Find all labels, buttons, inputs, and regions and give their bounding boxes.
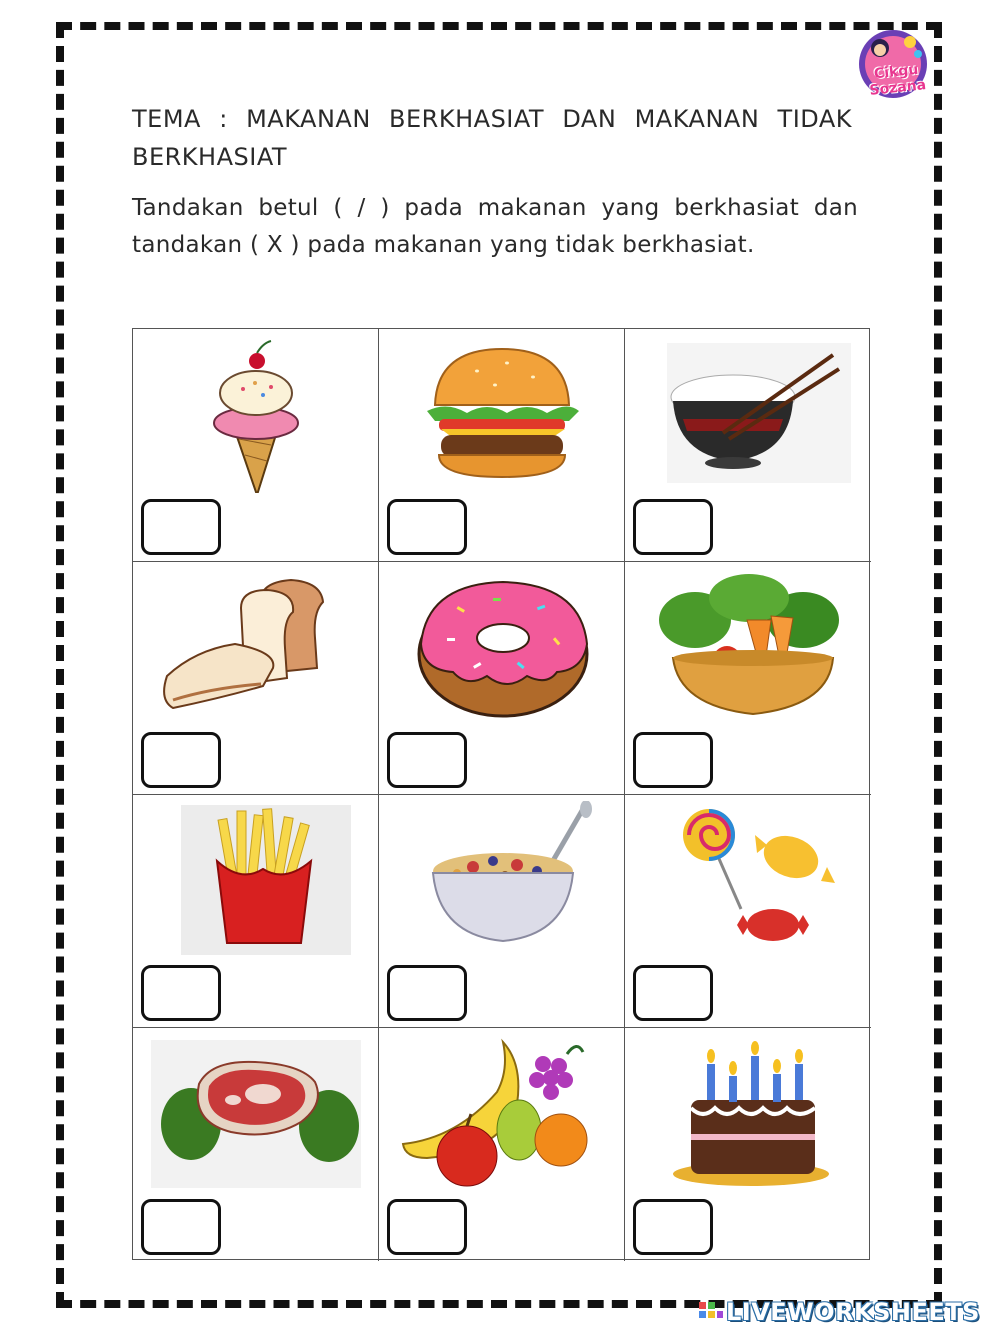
answer-box[interactable]	[633, 965, 713, 1021]
food-cell-vegetables	[625, 562, 871, 795]
candy-icon	[643, 801, 853, 959]
food-cell-rice	[625, 329, 871, 562]
cereal-icon	[397, 801, 607, 959]
worksheet-title: TEMA : MAKANAN BERKHASIAT DAN MAKANAN TIDAK BERKHASIAT	[132, 105, 852, 171]
food-cell-candy	[625, 795, 871, 1028]
answer-box[interactable]	[387, 965, 467, 1021]
answer-box[interactable]	[141, 499, 221, 555]
answer-box[interactable]	[387, 732, 467, 788]
cake-icon	[643, 1034, 853, 1192]
food-cell-cake	[625, 1028, 871, 1261]
burger-icon	[397, 335, 607, 493]
answer-box[interactable]	[633, 499, 713, 555]
french-fries-icon	[151, 801, 361, 959]
watermark-text: LIVEWORKSHEETS	[726, 1298, 980, 1326]
fruits-icon	[397, 1034, 607, 1192]
food-cell-donut	[379, 562, 625, 795]
food-cell-burger	[379, 329, 625, 562]
ice-cream-icon	[151, 335, 361, 493]
meat-icon	[151, 1034, 361, 1192]
food-cell-ice-cream	[133, 329, 379, 562]
donut-icon	[397, 568, 607, 726]
answer-box[interactable]	[633, 1199, 713, 1255]
vegetables-icon	[643, 568, 853, 726]
food-cell-cereal	[379, 795, 625, 1028]
answer-box[interactable]	[141, 1199, 221, 1255]
answer-box[interactable]	[387, 499, 467, 555]
logo-text: Cikgu Sozana	[868, 61, 927, 99]
liveworksheets-logo-icon	[698, 1299, 724, 1325]
answer-box[interactable]	[141, 732, 221, 788]
answer-box[interactable]	[633, 732, 713, 788]
food-cell-meat	[133, 1028, 379, 1261]
food-grid	[132, 328, 870, 1260]
answer-box[interactable]	[387, 1199, 467, 1255]
answer-box[interactable]	[141, 965, 221, 1021]
food-cell-bread	[133, 562, 379, 795]
food-cell-fruits	[379, 1028, 625, 1261]
worksheet-instruction: Tandakan betul ( / ) pada makanan yang berkhasiat dan tandakan ( X ) pada makanan yang tidak berkhasiat.	[132, 195, 858, 258]
bread-icon	[151, 568, 361, 726]
rice-bowl-icon	[643, 335, 853, 493]
food-cell-french-fries	[133, 795, 379, 1028]
liveworksheets-watermark	[698, 1296, 980, 1328]
